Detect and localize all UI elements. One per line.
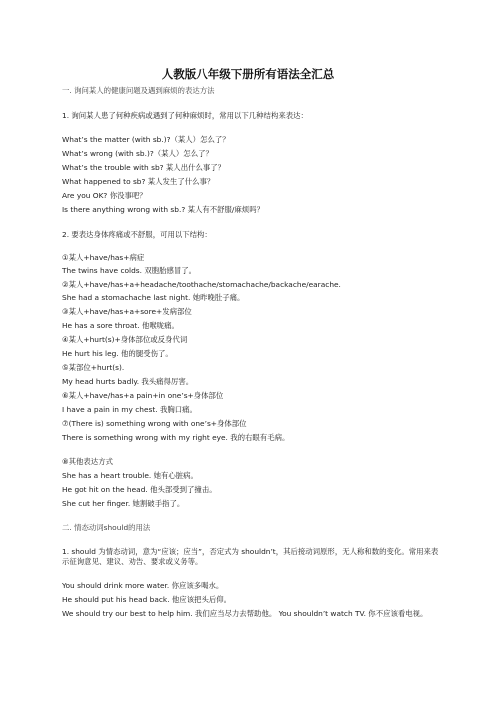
example-line: You should drink more water. 你应该多喝水。 <box>62 581 224 590</box>
paragraph-1: 1. 询问某人患了何种疾病或遇到了何种麻烦时，常用以下几种结构来表达： <box>62 111 308 120</box>
example-line: What’s wrong (with sb.)?（某人）怎么了？ <box>62 149 213 158</box>
section-heading-2: 二. 情态动词should的用法 <box>62 523 151 532</box>
page-title: 人教版八年级下册所有语法全汇总 <box>161 67 335 81</box>
structure-line: ①某人+have/has+病症 <box>62 253 145 262</box>
example-line: He has a sore throat. 他喉咙痛。 <box>62 321 179 330</box>
example-line: What’s the trouble with sb? 某人出什么事了？ <box>62 163 226 172</box>
example-line: She has a heart trouble. 她有心脏病。 <box>62 471 198 480</box>
example-line: Are you OK? 你没事吧？ <box>62 191 147 200</box>
example-line: My head hurts badly. 我头痛得厉害。 <box>62 377 194 386</box>
example-line: What happened to sb? 某人发生了什么事？ <box>62 177 215 186</box>
paragraph-3: 1. should 为情态动词，意为“应该；应当”，否定式为 shouldn’t，其后接动词原形，无人称和数的变化。常用来表示征询意见、建议、劝告、要求或义务等。 <box>62 547 439 566</box>
paragraph-2: 2. 要表达身体疼痛或不舒服，可用以下结构： <box>62 230 212 239</box>
example-line: He should put his head back. 他应该把头后仰。 <box>62 595 232 604</box>
example-line: The twins have colds. 双胞胎感冒了。 <box>62 266 197 275</box>
example-line: Is there anything wrong with sb.? 某人有不舒服/麻烦吗？ <box>62 205 264 214</box>
example-line: We should try our best to help him. 我们应当尽力去帮助他。 You shouldn’t watch TV. 你不应该看电视。 <box>62 609 428 618</box>
example-line: She cut her finger. 她割破手指了。 <box>62 499 185 508</box>
example-line: He hurt his leg. 他的腿受伤了。 <box>62 349 173 358</box>
example-line: What’s the matter (with sb.)?（某人）怎么了？ <box>62 135 230 144</box>
structure-line: ⑤某部位+hurt(s). <box>62 363 125 372</box>
example-line: There is something wrong with my right eye. 我的右眼有毛病。 <box>62 433 290 442</box>
structure-line: ②某人+have/has+a+headache/toothache/stomachache/backache/earache. <box>62 280 341 289</box>
structure-line: ④某人+hurt(s)+身体部位或反身代词 <box>62 335 188 344</box>
structure-line: ⑦(There is) something wrong with one’s+身体部位 <box>62 419 247 428</box>
structure-line: ⑥某人+have/has+a pain+in one’s+身体部位 <box>62 391 224 400</box>
example-line: He got hit on the head. 他头部受到了撞击。 <box>62 485 217 494</box>
section-heading-1: 一. 询问某人的健康问题及遇到麻烦的表达方法 <box>62 86 215 95</box>
example-line: I have a pain in my chest. 我胸口痛。 <box>62 405 197 414</box>
structure-line: ⑧其他表达方式 <box>62 457 113 466</box>
example-line: She had a stomachache last night. 她昨晚肚子痛。 <box>62 293 245 302</box>
structure-line: ③某人+have/has+a+sore+发病部位 <box>62 307 192 316</box>
